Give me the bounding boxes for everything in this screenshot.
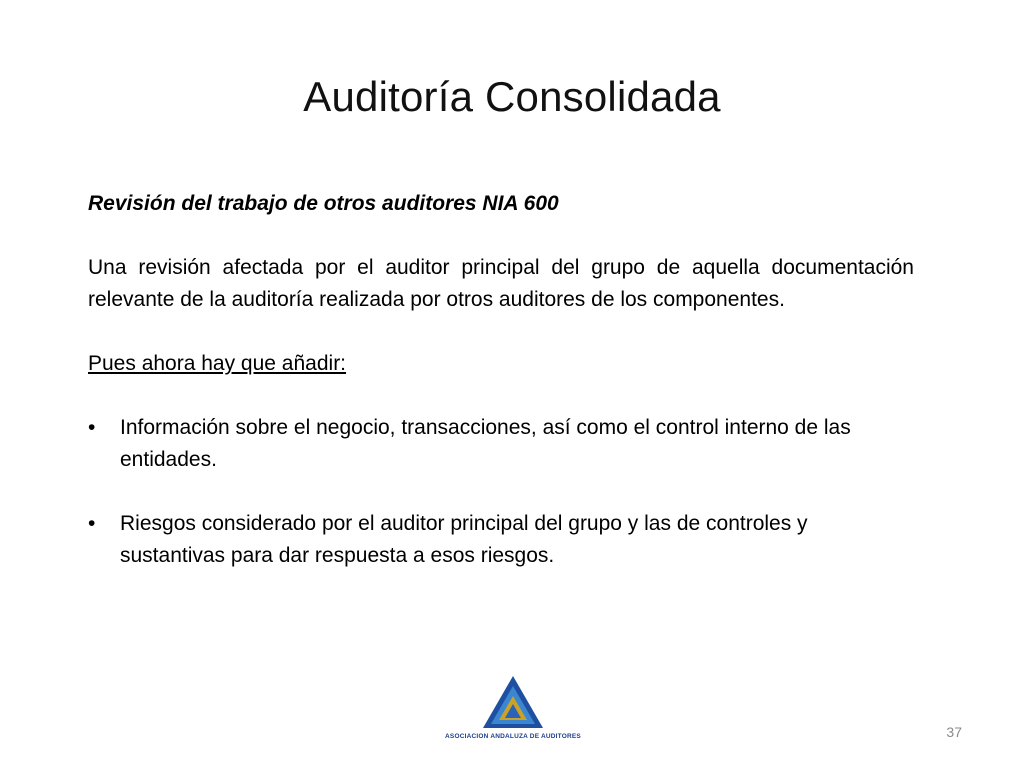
slide-content [88, 188, 914, 604]
logo-text: ASOCIACION ANDALUZA DE AUDITORES [445, 733, 581, 740]
section-heading: Revisión del trabajo de otros auditores NIA 600 [88, 192, 559, 215]
bullet-list [88, 412, 914, 572]
bullet-text: Información sobre el negocio, transacciones, así como el control interno de las entidades. [120, 416, 851, 471]
slide-title: Auditoría Consolidada [303, 73, 721, 121]
bullet-dot: • [88, 512, 96, 535]
bullet-dot: • [88, 416, 96, 439]
bullet-text: Riesgos considerado por el auditor principal del grupo y las de controles y sustantivas para dar respuesta a esos riesgos. [120, 512, 808, 567]
intro-paragraph: Una revisión afectada por el auditor principal del grupo de aquella documentación relevante de la auditoría realizada por otros auditores de los componentes. [88, 256, 914, 311]
subheading: Pues ahora hay que añadir: [88, 352, 347, 375]
triangle-logo-icon [481, 674, 545, 730]
page-number: 37 [946, 724, 962, 740]
bullet-item [88, 412, 914, 476]
organization-logo [438, 674, 588, 742]
bullet-item [88, 508, 914, 572]
